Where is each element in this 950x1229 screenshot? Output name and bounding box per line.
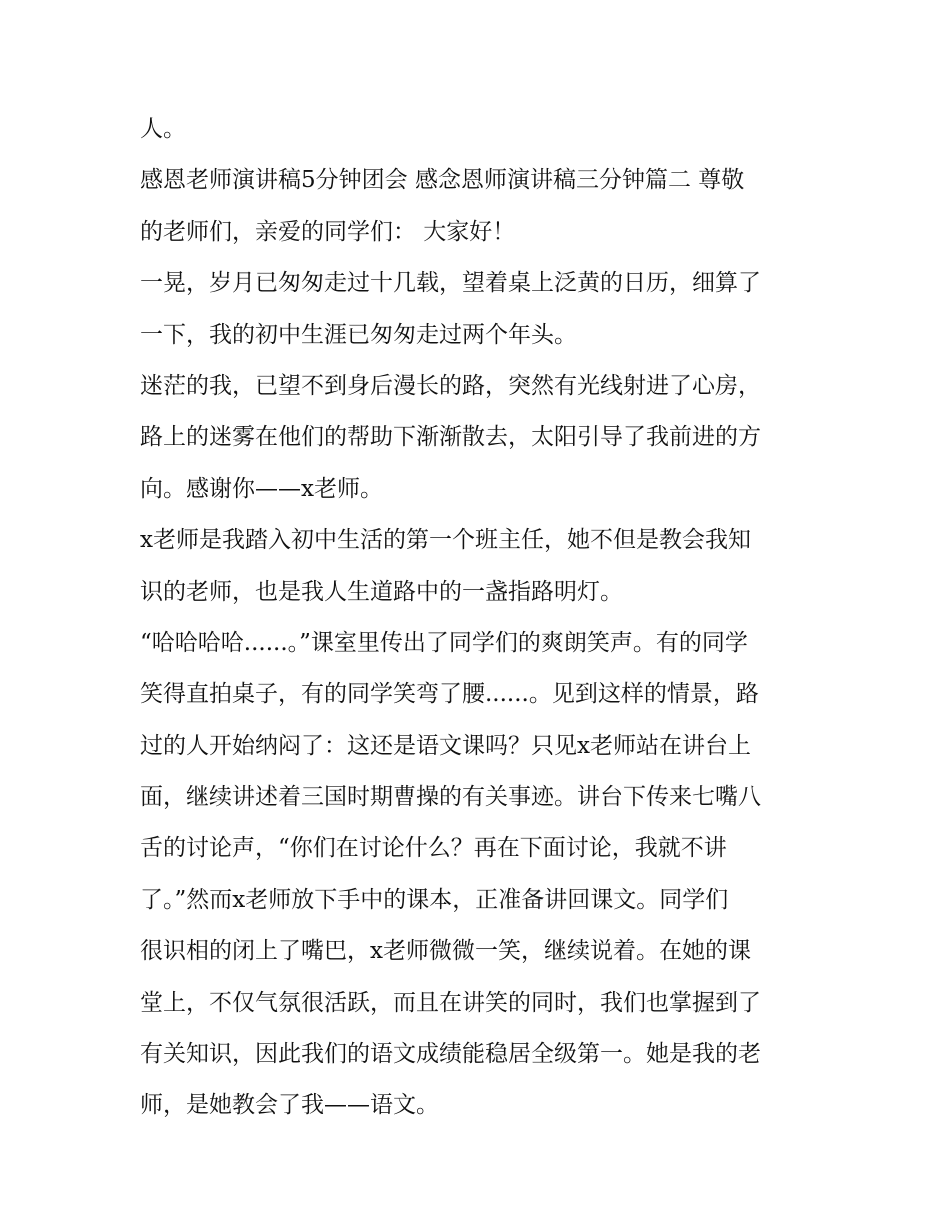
text-line: 师，是她教会了我——语文。 (140, 1092, 439, 1119)
text-line: 面，继续讲述着三国时期曹操的有关事迹。讲台下传来七嘴八 (140, 784, 761, 811)
text-line: 舌的讨论声，“你们在讨论什么？再在下面讨论，我就不讲 (140, 835, 727, 862)
text-line: 感恩老师演讲稿5分钟团会 感念恩师演讲稿三分钟篇二 尊敬 (140, 167, 745, 194)
text-line: 有关知识，因此我们的语文成绩能稳居全级第一。她是我的老 (140, 1041, 761, 1068)
text-line: 人。 (140, 116, 186, 142)
text-line: 堂上，不仅气氛很活跃，而且在讲笑的同时，我们也掌握到了 (140, 989, 761, 1016)
text-line: 笑得直拍桌子，有的同学笑弯了腰......。见到这样的情景，路 (140, 681, 759, 708)
text-line: 迷茫的我，已望不到身后漫长的路，突然有光线射进了心房， (140, 372, 761, 399)
text-line: 向。感谢你——x老师。 (140, 475, 383, 502)
document-body (140, 104, 820, 1132)
text-line: x老师是我踏入初中生活的第一个班主任，她不但是教会我知 (140, 527, 751, 554)
text-line: 了。”然而x老师放下手中的课本，正准备讲回课文。同学们 (140, 886, 729, 913)
text-line: 很识相的闭上了嘴巴，x老师微微一笑，继续说着。在她的课 (140, 938, 751, 965)
text-line: 的老师们，亲爱的同学们： 大家好！ (140, 218, 516, 245)
text-line: 过的人开始纳闷了：这还是语文课吗？只见x老师站在讲台上 (140, 732, 751, 759)
text-line: 一下，我的初中生涯已匆匆走过两个年头。 (140, 321, 577, 348)
text-line: 一晃，岁月已匆匆走过十几载，望着桌上泛黄的日历，细算了 (140, 270, 761, 297)
text-line: 路上的迷雾在他们的帮助下渐渐散去，太阳引导了我前进的方 (140, 424, 761, 451)
text-line: 识的老师，也是我人生道路中的一盏指路明灯。 (140, 578, 623, 605)
text-line: “哈哈哈哈......。”课室里传出了同学们的爽朗笑声。有的同学 (140, 629, 748, 656)
